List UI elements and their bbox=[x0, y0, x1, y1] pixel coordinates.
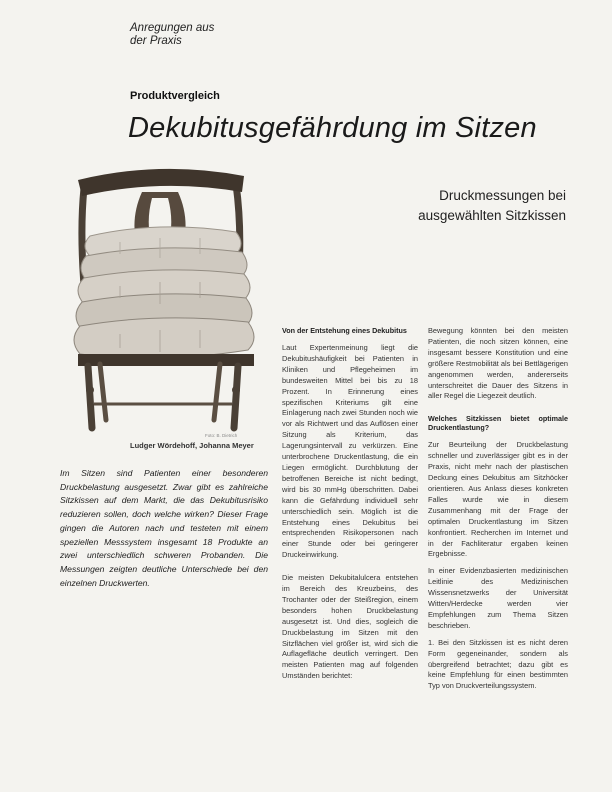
subtitle-line-1: Druckmessungen bei bbox=[439, 188, 566, 203]
col1-heading: Von der Entstehung eines Dekubitus bbox=[282, 326, 407, 335]
col2-heading: Welches Sitzkissen bietet optimale Druckentlastung? bbox=[428, 414, 568, 433]
col2-paragraph-3: In einer Evidenzbasierten medizinischen Leitlinie des Medizinischen Wissensnetzwerks der Universität Witten/Herdecke werden vier Empfehlungen zum Thema Sitzen beschrieben. bbox=[428, 566, 568, 630]
article-authors: Ludger Wördehoff, Johanna Meyer bbox=[130, 441, 254, 450]
kicker-line-1: Anregungen aus bbox=[130, 22, 215, 34]
section-label: Produktvergleich bbox=[130, 90, 220, 102]
col2-paragraph-2: Zur Beurteilung der Druckbelastung schneller und zuverlässiger gibt es in der Praxis, nicht mehr nach der plastischen Deckung eines Dekubitus am Sitzhöcker orientieren. Aus Anlass dieses konkreten Falles wurde wie in diesem Zusammenhang mit der Frage der optimalen Druckentlastung im Sitzen konfrontiert. Recherchen im Internet und in der Fachliteratur ergaben keinen Ergebnisse. bbox=[428, 440, 568, 559]
photo-credit: Foto: B. Dietrich bbox=[205, 433, 238, 438]
article-subtitle bbox=[372, 186, 566, 226]
col2-paragraph-1: Bewegung könnten bei den meisten Patienten, die noch sitzen können, eine insgesamt bessere Konstitution und eine größere Restmobilität als bei Bettlägerigen angenommen werden, andererseits unterschreitet die Dauer des Sitzens in aller Regel die Liegezeit deutlich. bbox=[428, 326, 568, 401]
section-kicker bbox=[130, 22, 290, 48]
chair-with-cushions-photo bbox=[60, 158, 268, 434]
kicker-line-2: der Praxis bbox=[130, 35, 182, 47]
body-column-2 bbox=[428, 326, 568, 792]
article-title: Dekubitusgefährdung im Sitzen bbox=[128, 112, 537, 144]
col2-paragraph-4: 1. Bei den Sitzkissen ist es nicht deren Form gegeneinander, sondern als übergreifend betrachtet; dazu gibt es keine Empfehlung für einen bestimmten Typ von Druckverteilungssystem. bbox=[428, 637, 568, 691]
subtitle-line-2: ausgewählten Sitzkissen bbox=[418, 208, 566, 223]
col1-paragraph-2: Die meisten Dekubitalulcera entstehen im Bereich des Kreuzbeins, des Trochanter oder der Steißregion, einem besonders hohen Druckbelastung ausgesetzt ist. Und dies, sogleich die Druckbelastung im Sitzen mit den Sitzflächen viel größer ist, wird sich die Auflagefläche deutlich verringert. Den meisten Patienten mag auf folgenden Umständen berichtet: bbox=[282, 573, 418, 681]
body-column-1 bbox=[282, 326, 418, 792]
article-intro: Im Sitzen sind Patienten einer besonderen Druckbelastung ausgesetzt. Zwar gibt es zahlreiche Sitzkissen auf dem Markt, die das Dekubitusrisiko reduzieren sollen, doch welche wirken? Dieser Frage gingen die Autoren nach und testeten mit einem speziellen Messsystem insgesamt 18 Produkte an zwei unterschiedlich schweren Probanden. Die Messungen zeigten deutliche Unterschiede bei den einzelnen Druckwerten. bbox=[60, 468, 268, 588]
col1-paragraph-1: Laut Expertenmeinung liegt die Dekubitushäufigkeit bei Patienten in Kliniken und Pflegeheimen im bundesweiten Mittel bei bis zu 18 Prozent. In Erinnerung eines spezifischen Kriteriums gilt eine Einlagerung nach zwei Stunden noch wie vor als Richtwert und das Auflösen einer Sitzung als Kriterium, das Lagerungsintervall zu verkürzen. Eine unterbrochene Druckentlastung, die ein Liegen ermöglicht. Durchblutung der betroffenen Bereiche ist nicht bedingt, wird bis 30 mmHg überschritten. Dabei kann die Gefährdung individuell sehr unterschiedlich sein. Möglich ist die Entstehung eines Dekubitus bei entsprechenden Risikopersonen nach einer Stunde oder bei geringerer Druckeinwirkung. bbox=[282, 343, 418, 560]
